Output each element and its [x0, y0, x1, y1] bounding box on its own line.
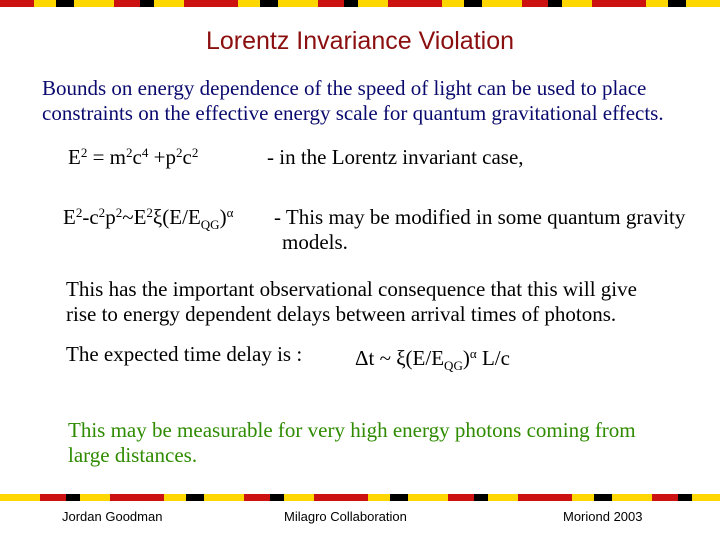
measurable-paragraph — [68, 418, 636, 468]
stripe-segment — [244, 494, 270, 501]
footer-author-text: Jordan Goodman — [62, 509, 163, 524]
time-delay-label-text: The expected time delay is : — [66, 342, 303, 366]
stripe-segment — [442, 0, 464, 7]
eq1-exp-5: 2 — [191, 144, 199, 160]
stripe-segment — [80, 494, 110, 501]
eq2-base-e: E — [63, 205, 76, 229]
time-delay-label — [66, 342, 302, 367]
eq2-term-p: p — [105, 205, 116, 229]
stripe-segment — [668, 0, 686, 7]
stripe-segment — [474, 494, 488, 501]
footer-collaboration — [284, 509, 407, 524]
stripe-segment — [692, 494, 720, 501]
intro-line-2: constraints on the effective energy scale for quantum gravitational effects. — [42, 101, 664, 125]
stripe-segment — [612, 0, 646, 7]
footer-collaboration-text: Milagro Collaboration — [284, 509, 407, 524]
top-stripe — [0, 0, 720, 7]
eq1-term-c: c — [132, 145, 142, 169]
eq1-exp-4: 2 — [175, 144, 183, 160]
intro-paragraph — [42, 76, 664, 126]
stripe-segment — [0, 494, 40, 501]
delay-exp-alpha: α — [469, 345, 477, 361]
eq2-close-paren: ) — [219, 205, 227, 229]
eq1-exp-1: 2 — [80, 144, 88, 160]
stripe-segment — [154, 0, 184, 7]
stripe-segment — [448, 494, 474, 501]
stripe-segment — [204, 0, 238, 7]
stripe-segment — [652, 494, 678, 501]
delay-close-paren: ) — [462, 346, 470, 370]
stripe-segment — [0, 0, 34, 7]
footer-venue-text: Moriond 2003 — [563, 509, 643, 524]
slide-title-text: Lorentz Invariance Violation — [205, 27, 515, 55]
footer-venue — [563, 509, 643, 524]
stripe-segment — [130, 494, 164, 501]
stripe-segment — [284, 494, 314, 501]
delay-sub-qg: QG — [444, 357, 463, 373]
stripe-segment — [314, 494, 334, 501]
eq2-exp-4: 2 — [146, 204, 153, 220]
footer-author — [62, 509, 162, 524]
equation-modified — [63, 205, 233, 230]
stripe-segment — [518, 494, 538, 501]
stripe-segment — [140, 0, 154, 7]
eq2-term-e: ~E — [122, 205, 147, 229]
stripe-segment — [646, 0, 668, 7]
stripe-segment — [40, 494, 66, 501]
stripe-segment — [572, 494, 594, 501]
delay-term-lc: L/c — [476, 346, 510, 370]
measurable-line-2: large distances. — [68, 443, 198, 467]
eq2-exp-3: 2 — [115, 204, 123, 220]
stripe-segment — [110, 494, 130, 501]
eq2-sub-qg: QG — [200, 216, 220, 232]
stripe-segment — [358, 0, 388, 7]
stripe-segment — [390, 494, 408, 501]
eq2-exp-2: 2 — [98, 204, 106, 220]
stripe-segment — [408, 494, 448, 501]
stripe-segment — [260, 0, 278, 7]
eq2-comment-line-2: models. — [282, 230, 348, 254]
stripe-segment — [408, 0, 442, 7]
stripe-segment — [278, 0, 318, 7]
consequence-line-1: This has the important observational consequence that this will give — [66, 277, 637, 301]
stripe-segment — [562, 0, 592, 7]
equation-2-comment — [274, 205, 685, 255]
stripe-segment — [464, 0, 482, 7]
consequence-line-2: rise to energy dependent delays between arrival times of photons. — [66, 302, 617, 326]
eq1-term-m: = m — [87, 145, 127, 169]
stripe-segment — [594, 494, 612, 501]
top-stripe-pattern — [0, 0, 720, 7]
eq1-base-e: E — [68, 145, 81, 169]
stripe-segment — [238, 0, 260, 7]
slide-title — [0, 27, 720, 56]
bottom-stripe-pattern — [0, 494, 720, 501]
eq1-comment-text: - in the Lorentz invariant case, — [267, 145, 524, 169]
eq2-exp-1: 2 — [75, 204, 83, 220]
stripe-segment — [334, 494, 368, 501]
eq1-exp-2: 2 — [126, 144, 133, 160]
stripe-segment — [114, 0, 140, 7]
consequence-paragraph — [66, 277, 637, 327]
intro-line-1: Bounds on energy dependence of the speed of light can be used to place — [42, 76, 647, 100]
stripe-segment — [612, 494, 652, 501]
stripe-segment — [74, 0, 114, 7]
stripe-segment — [522, 0, 548, 7]
stripe-segment — [538, 494, 572, 501]
stripe-segment — [56, 0, 74, 7]
stripe-segment — [318, 0, 344, 7]
stripe-segment — [592, 0, 612, 7]
bottom-stripe — [0, 494, 720, 501]
stripe-segment — [34, 0, 56, 7]
eq2-comment-line-1: - This may be modified in some quantum gravity — [274, 205, 686, 229]
stripe-segment — [368, 494, 390, 501]
eq1-term-p: +p — [148, 145, 176, 169]
stripe-segment — [488, 494, 518, 501]
stripe-segment — [686, 0, 720, 7]
stripe-segment — [548, 0, 562, 7]
stripe-segment — [184, 0, 204, 7]
stripe-segment — [482, 0, 522, 7]
time-delay-formula — [355, 346, 510, 371]
stripe-segment — [678, 494, 692, 501]
stripe-segment — [388, 0, 408, 7]
eq1-exp-3: 4 — [141, 144, 149, 160]
stripe-segment — [344, 0, 358, 7]
eq2-term-c: -c — [82, 205, 99, 229]
stripe-segment — [270, 494, 284, 501]
equation-1-comment — [267, 145, 524, 170]
equation-lorentz-invariant — [68, 145, 198, 170]
stripe-segment — [66, 494, 80, 501]
stripe-segment — [164, 494, 186, 501]
stripe-segment — [186, 494, 204, 501]
stripe-segment — [204, 494, 244, 501]
eq1-term-c2: c — [182, 145, 192, 169]
eq2-term-xi: ξ(E/E — [152, 205, 201, 229]
delay-term-dt: Δt ~ ξ(E/E — [355, 346, 445, 370]
measurable-line-1: This may be measurable for very high energy photons coming from — [68, 418, 636, 442]
eq2-exp-alpha: α — [226, 204, 234, 220]
